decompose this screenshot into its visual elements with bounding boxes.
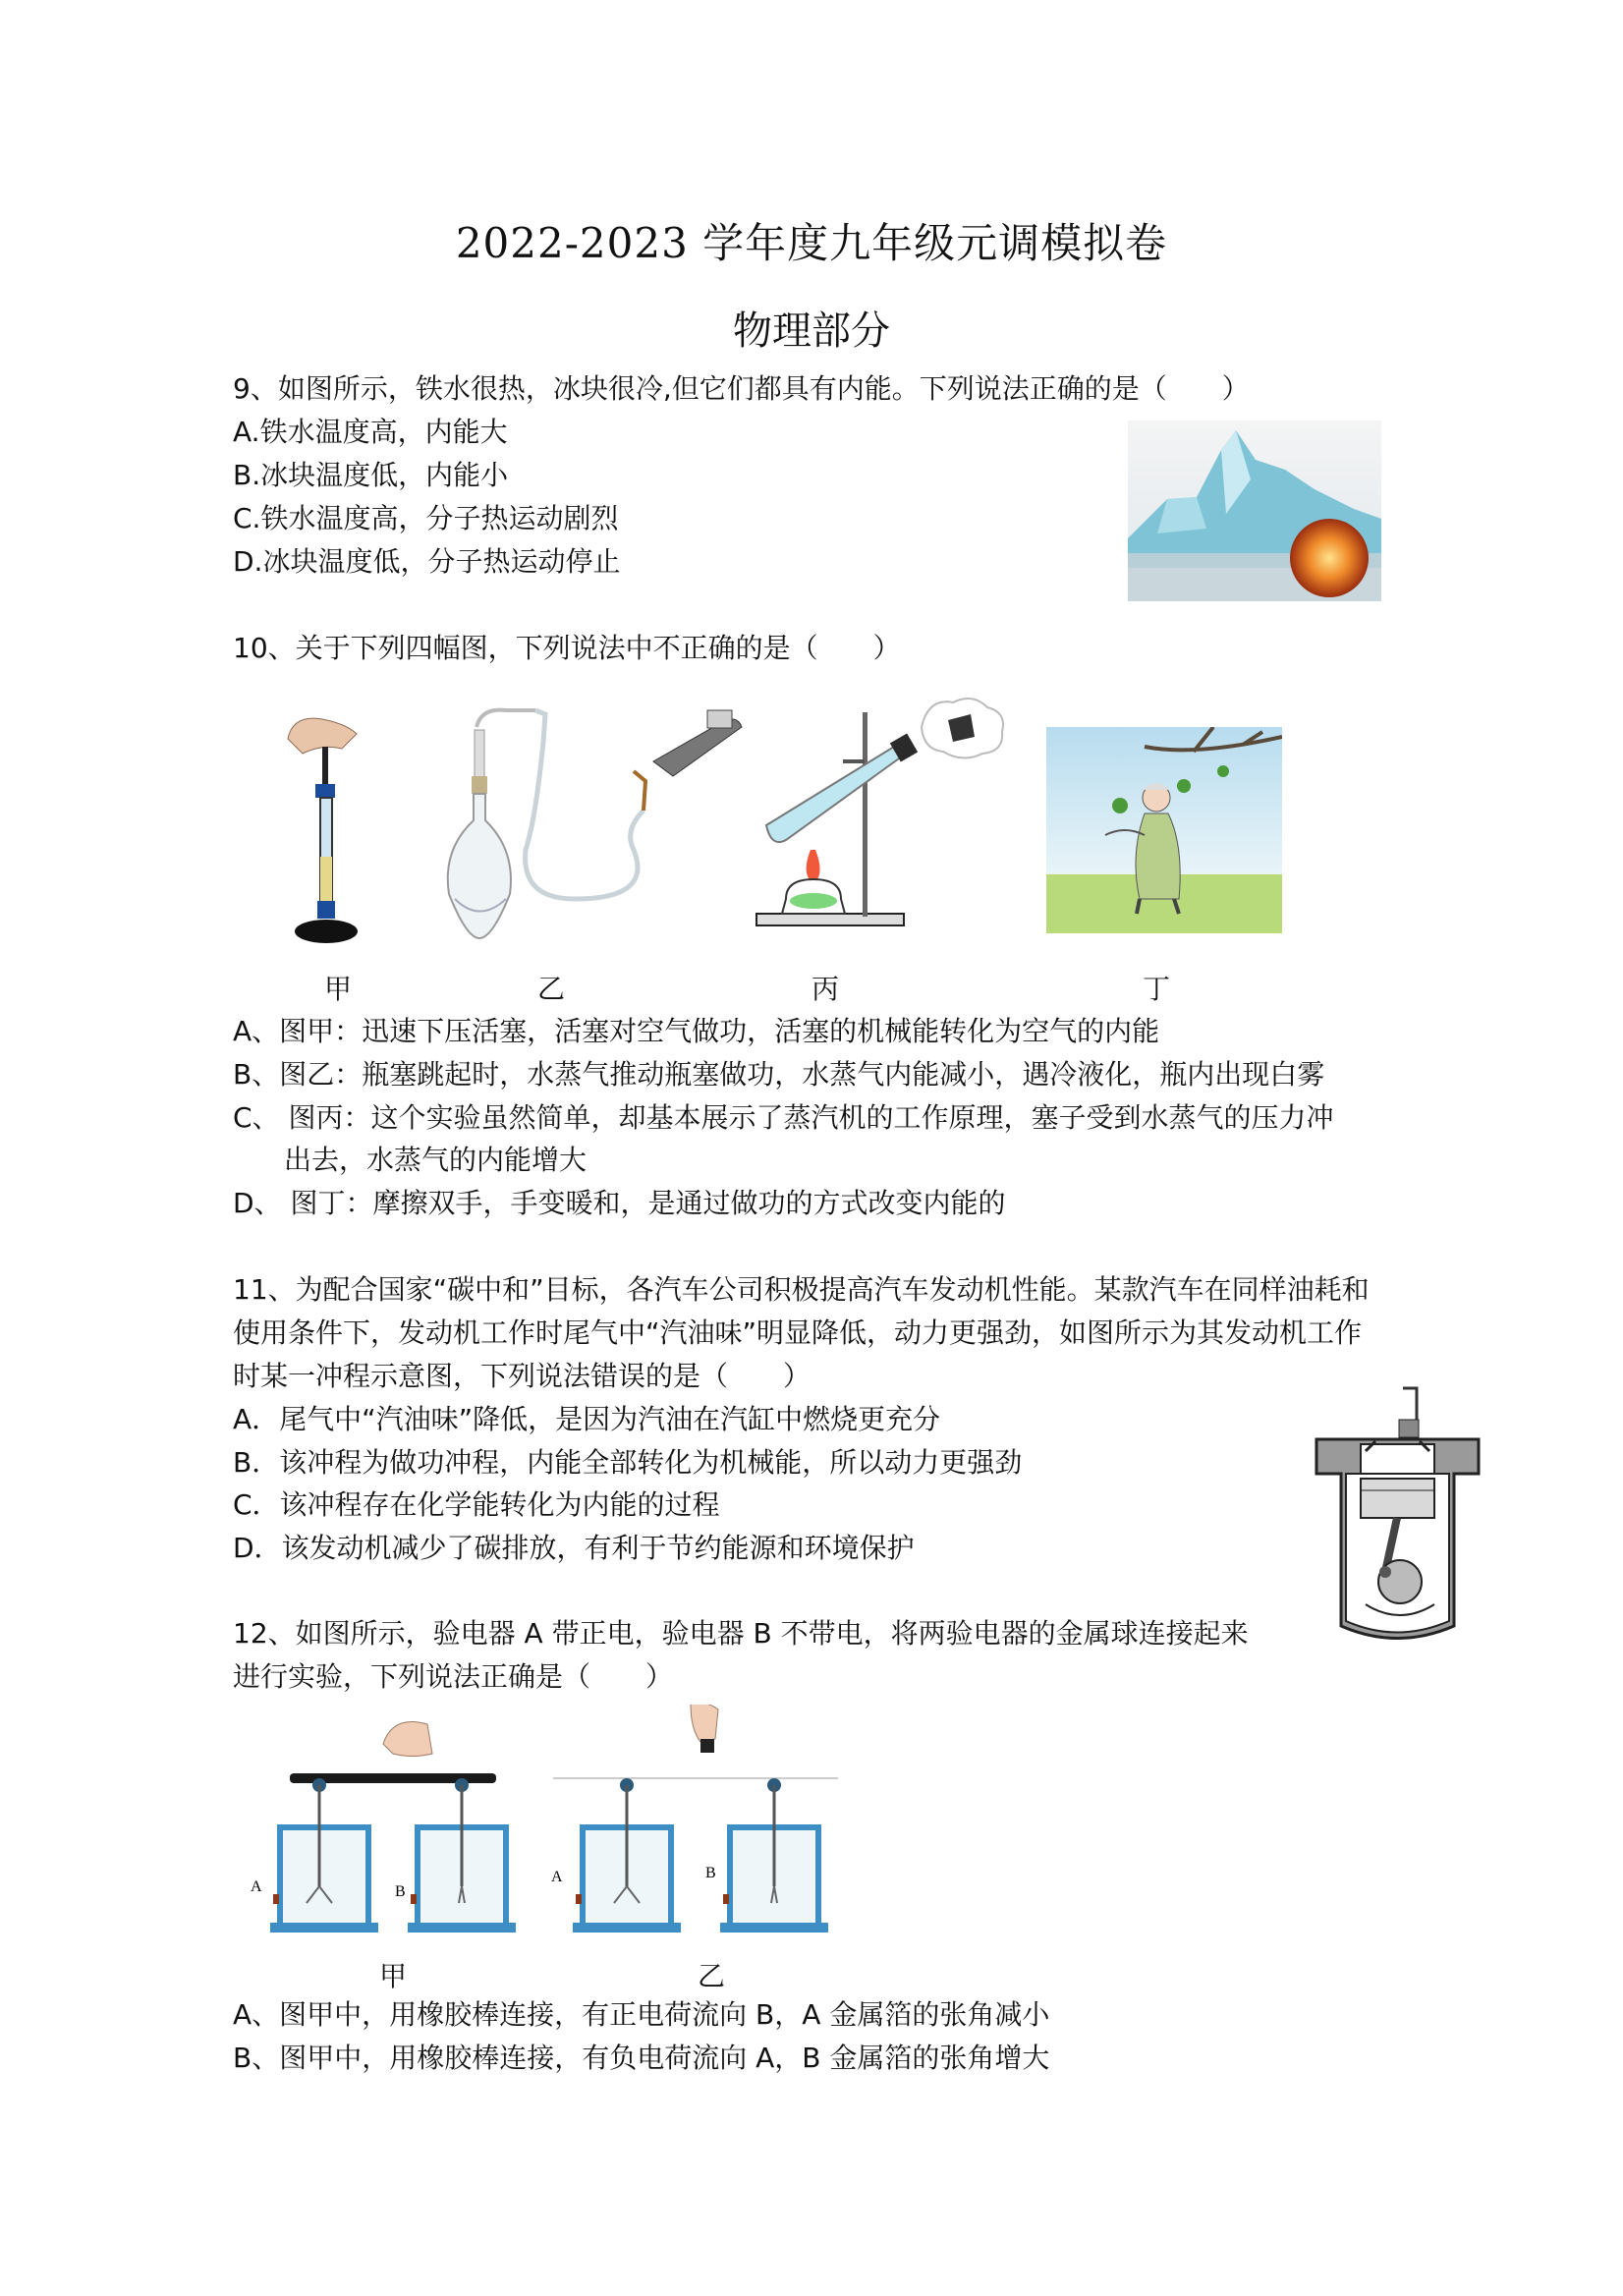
iceberg-molten-iron-image xyxy=(1128,420,1381,601)
question-11-stem-line-2: 使用条件下，发动机工作时尾气中“汽油味”明显降低，动力更强劲，如图所示为其发动机工作 xyxy=(233,1316,1363,1349)
figure-label-yi: 乙 xyxy=(537,973,566,1005)
label-a-jia: A xyxy=(251,1878,262,1895)
question-10-option-d: D、 图丁：摩擦双手，手变暖和，是通过做功的方式改变内能的 xyxy=(233,1187,1006,1219)
question-11-stem-line-3: 时某一冲程示意图，下列说法错误的是（ ） xyxy=(233,1360,812,1392)
figure-label-jia: 甲 xyxy=(324,973,353,1005)
test-tube-heating-image xyxy=(747,693,1012,933)
question-9-stem: 9、如图所示，铁水很热，冰块很冷,但它们都具有内能。下列说法正确的是（ ） xyxy=(233,372,1250,405)
question-11-option-c: C．该冲程存在化学能转化为内能的过程 xyxy=(233,1488,720,1521)
label-a-yi: A xyxy=(551,1869,563,1885)
question-9-option-d: D.冰块温度低，分子热运动停止 xyxy=(233,545,621,578)
question-11-stem-line-1: 11、为配合国家“碳中和”目标，各汽车公司积极提高汽车发动机性能。某款汽车在同样油耗和 xyxy=(233,1273,1370,1306)
figure-label-bing: 丙 xyxy=(812,973,840,1005)
question-9-option-a: A.铁水温度高，内能大 xyxy=(233,416,508,448)
question-11-option-d: D．该发动机减少了碳排放，有利于节约能源和环境保护 xyxy=(233,1532,915,1564)
electroscope-b xyxy=(408,1778,516,1932)
page-subtitle: 物理部分 xyxy=(733,308,890,354)
air-compression-pump-image xyxy=(263,709,391,955)
electroscope-a xyxy=(270,1778,378,1932)
page-title: 2022-2023 学年度九年级元调模拟卷 xyxy=(455,219,1168,267)
question-12-stem-line-1: 12、如图所示，验电器 A 带正电，验电器 B 不带电，将两验电器的金属球连接起来 xyxy=(233,1617,1249,1650)
question-12-option-b: B、图甲中，用橡胶棒连接，有负电荷流向 A，B 金属箔的张角增大 xyxy=(233,2042,1050,2074)
label-b-yi: B xyxy=(705,1865,716,1881)
question-9-option-b: B.冰块温度低，内能小 xyxy=(233,459,509,491)
engine-stroke-diagram xyxy=(1307,1380,1488,1646)
question-9-option-c: C.铁水温度高，分子热运动剧烈 xyxy=(233,502,619,534)
question-10-option-c-cont: 出去，水蒸气的内能增大 xyxy=(284,1144,588,1176)
question-12-stem-line-2: 进行实验，下列说法正确是（ ） xyxy=(233,1660,674,1693)
figure-label-jia-12: 甲 xyxy=(379,1960,408,1992)
flask-stopper-image xyxy=(437,702,747,948)
electroscope-a-yi xyxy=(573,1778,681,1932)
question-10-stem: 10、关于下列四幅图，下列说法中不正确的是（ ） xyxy=(233,632,901,664)
question-10-option-c: C、 图丙：这个实验虽然简单，却基本展示了蒸汽机的工作原理，塞子受到水蒸气的压力冲 xyxy=(233,1101,1334,1134)
label-b-jia: B xyxy=(395,1883,406,1900)
question-11-option-b: B．该冲程为做功冲程，内能全部转化为机械能，所以动力更强劲 xyxy=(233,1446,1023,1479)
electroscope-figure-jia xyxy=(246,1714,531,1945)
figure-label-ding: 丁 xyxy=(1143,973,1171,1005)
question-11-option-a: A．尾气中“汽油味”降低，是因为汽油在汽缸中燃烧更充分 xyxy=(233,1403,941,1435)
question-12-option-a: A、图甲中，用橡胶棒连接，有正电荷流向 B，A 金属箔的张角减小 xyxy=(233,1998,1050,2031)
figure-label-yi-12: 乙 xyxy=(698,1960,726,1992)
electroscope-b-yi xyxy=(720,1778,828,1932)
question-10-option-a: A、图甲：迅速下压活塞，活塞对空气做功，活塞的机械能转化为空气的内能 xyxy=(233,1015,1160,1047)
question-10-option-b: B、图乙：瓶塞跳起时，水蒸气推动瓶塞做功，水蒸气内能减小，遇冷液化，瓶内出现白雾 xyxy=(233,1058,1325,1091)
electroscope-figure-yi xyxy=(543,1705,848,1945)
rubbing-hands-cartoon-image xyxy=(1046,727,1282,933)
